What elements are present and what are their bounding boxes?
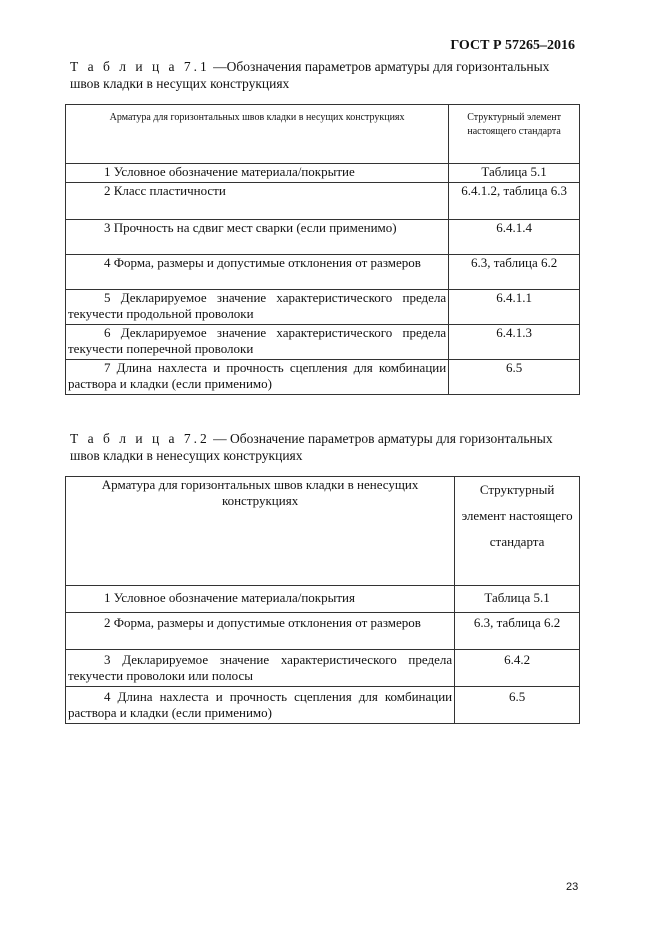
row-name: 6 Декларируемое значение характеристического предела текучести поперечной проволоки xyxy=(66,325,449,360)
table2-col2-header: Структурный элемент настоящего стандарта xyxy=(455,477,580,586)
row-element: 6.3, таблица 6.2 xyxy=(449,255,580,290)
table2-header-row xyxy=(66,477,580,586)
row-name: 4 Длина нахлеста и прочность сцепления для комбинации раствора и кладки (если применимо) xyxy=(66,687,455,724)
table1-col1-header: Арматура для горизонтальных швов кладки в несущих конструкциях xyxy=(66,105,449,164)
row-element: Таблица 5.1 xyxy=(455,586,580,613)
row-name: 1 Условное обозначение материала/покрытие xyxy=(66,164,449,183)
table-row xyxy=(66,586,580,613)
table2-caption xyxy=(70,430,580,464)
row-name: 4 Форма, размеры и допустимые отклонения от размеров xyxy=(66,255,449,290)
document-code: ГОСТ Р 57265–2016 xyxy=(450,38,575,53)
row-element: Таблица 5.1 xyxy=(449,164,580,183)
table1-caption-prefix: Т а б л и ц а 7.1 xyxy=(70,59,210,74)
row-element: 6.4.1.4 xyxy=(449,220,580,255)
row-name: 1 Условное обозначение материала/покрытия xyxy=(66,586,455,613)
table-row xyxy=(66,613,580,650)
row-name: 5 Декларируемое значение характеристического предела текучести продольной проволоки xyxy=(66,290,449,325)
table-row xyxy=(66,164,580,183)
row-element: 6.5 xyxy=(449,360,580,395)
row-name: 2 Форма, размеры и допустимые отклонения от размеров xyxy=(66,613,455,650)
table2-caption-text: — Обозначение параметров арматуры для горизонтальных швов кладки в ненесущих конструкциях xyxy=(70,431,553,463)
table1-header-row xyxy=(66,105,580,164)
table2-caption-prefix: Т а б л и ц а 7.2 xyxy=(70,431,210,446)
table-row xyxy=(66,183,580,220)
table1-caption-text: —Обозначения параметров арматуры для горизонтальных швов кладки в несущих конструкциях xyxy=(70,59,550,91)
table1-col2-header: Структурный элемент настоящего стандарта xyxy=(449,105,580,164)
page-number: 23 xyxy=(566,881,579,893)
table-row xyxy=(66,290,580,325)
table-row xyxy=(66,255,580,290)
table-row xyxy=(66,687,580,724)
row-element: 6.4.1.1 xyxy=(449,290,580,325)
table-row xyxy=(66,650,580,687)
row-name: 2 Класс пластичности xyxy=(66,183,449,220)
row-name: 3 Декларируемое значение характеристического предела текучести проволоки или полосы xyxy=(66,650,455,687)
table-row xyxy=(66,325,580,360)
row-element: 6.4.1.2, таблица 6.3 xyxy=(449,183,580,220)
table-row xyxy=(66,220,580,255)
table-row xyxy=(66,360,580,395)
table2 xyxy=(65,476,580,724)
row-element: 6.5 xyxy=(455,687,580,724)
row-element: 6.4.2 xyxy=(455,650,580,687)
row-name: 3 Прочность на сдвиг мест сварки (если применимо) xyxy=(66,220,449,255)
table2-col1-header: Арматура для горизонтальных швов кладки в ненесущих конструкциях xyxy=(66,477,455,586)
row-element: 6.4.1.3 xyxy=(449,325,580,360)
table1 xyxy=(65,104,580,395)
row-element: 6.3, таблица 6.2 xyxy=(455,613,580,650)
row-name: 7 Длина нахлеста и прочность сцепления для комбинации раствора и кладки (если применимо) xyxy=(66,360,449,395)
table1-caption xyxy=(70,58,580,92)
